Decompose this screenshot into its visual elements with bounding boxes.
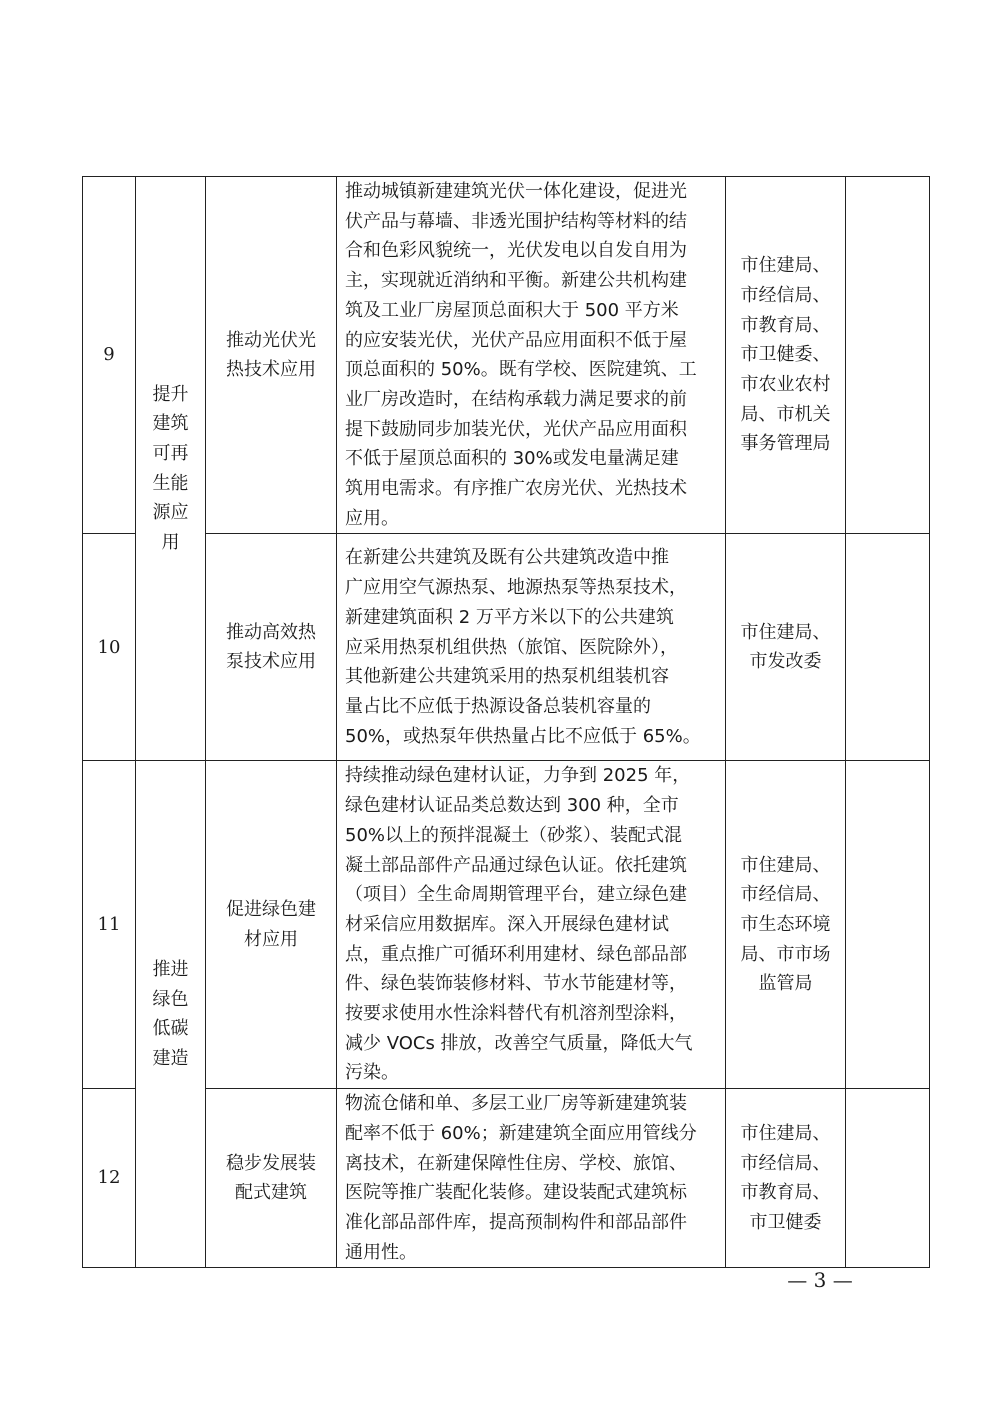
content-line: 按要求使用水性涂料替代有机溶剂型涂料， bbox=[345, 1003, 687, 1025]
dept-line: 市住建局、 bbox=[740, 255, 831, 277]
table-row bbox=[83, 761, 930, 1089]
content-line: 凝土部品部件产品通过绿色认证。依托建筑 bbox=[345, 854, 687, 876]
table-row bbox=[83, 534, 930, 761]
dept-line: 市生态环境 bbox=[740, 913, 831, 935]
category-text: 可再 bbox=[152, 443, 189, 465]
content-line: 污染。 bbox=[345, 1062, 399, 1084]
content-line: 在新建公共建筑及既有公共建筑改造中推 bbox=[345, 547, 669, 569]
category-cell bbox=[136, 761, 206, 1268]
dept-line: 市教育局、 bbox=[740, 1182, 831, 1204]
table-row bbox=[83, 177, 930, 534]
category-text: 建造 bbox=[152, 1048, 189, 1070]
table-row bbox=[83, 1089, 930, 1268]
tasks-table bbox=[82, 176, 930, 1268]
row-number: 10 bbox=[83, 534, 136, 761]
task-text: 推动光伏光 bbox=[226, 329, 316, 351]
content-line: 主，实现就近消纳和平衡。新建公共机构建 bbox=[345, 270, 687, 292]
category-text: 推进 bbox=[152, 959, 189, 980]
task-name bbox=[206, 761, 337, 1089]
dept-line: 市教育局、 bbox=[740, 314, 831, 336]
content-line: 提下鼓励同步加装光伏，光伏产品应用面积 bbox=[345, 418, 687, 440]
task-content bbox=[337, 1089, 726, 1268]
content-line: 不低于屋顶总面积的 30%或发电量满足建 bbox=[345, 448, 679, 470]
notes-cell bbox=[846, 761, 930, 1089]
content-line: 配率不低于 60%；新建建筑全面应用管线分 bbox=[345, 1122, 697, 1144]
dept-line: 市农业农村 bbox=[740, 374, 831, 396]
content-line: 新建建筑面积 2 万平方米以下的公共建筑 bbox=[345, 606, 674, 628]
dept-line: 市卫健委、 bbox=[740, 344, 831, 366]
task-content bbox=[337, 177, 726, 534]
content-line: 医院等推广装配化装修。建设装配式建筑标 bbox=[345, 1182, 687, 1204]
task-text: 稳步发展装 bbox=[226, 1152, 316, 1174]
content-line: 50%以上的预拌混凝土（砂浆）、装配式混 bbox=[345, 824, 683, 846]
content-line: 筑用电需求。有序推广农房光伏、光热技术 bbox=[345, 478, 687, 500]
content-line: 伏产品与幕墙、非透光围护结构等材料的结 bbox=[345, 210, 687, 232]
content-line: 材采信应用数据库。深入开展绿色建材试 bbox=[345, 913, 669, 935]
row-number: 11 bbox=[83, 761, 136, 1089]
category-cell bbox=[136, 177, 206, 761]
category-text: 建筑 bbox=[152, 413, 189, 435]
responsible-departments bbox=[726, 534, 846, 761]
row-number: 12 bbox=[83, 1089, 136, 1268]
category-text: 生能 bbox=[152, 472, 189, 494]
content-line: 合和色彩风貌统一，光伏发电以自发自用为 bbox=[345, 240, 687, 262]
dept-line: 局、市机关 bbox=[740, 403, 831, 425]
content-line: 通用性。 bbox=[345, 1241, 417, 1263]
task-text: 推动高效热 bbox=[226, 621, 316, 643]
responsible-departments bbox=[726, 1089, 846, 1268]
content-line: 广应用空气源热泵、地源热泵等热泵技术， bbox=[345, 577, 687, 599]
notes-cell bbox=[846, 177, 930, 534]
dept-line: 市发改委 bbox=[749, 651, 822, 673]
content-line: 准化部品部件库，提高预制构件和部品部件 bbox=[345, 1211, 687, 1233]
content-line: 点，重点推广可循环利用建材、绿色部品部 bbox=[345, 943, 687, 965]
content-line: 减少 VOCs 排放，改善空气质量，降低大气 bbox=[345, 1032, 693, 1054]
task-content bbox=[337, 761, 726, 1089]
task-name bbox=[206, 534, 337, 761]
task-text: 促进绿色建 bbox=[226, 899, 316, 921]
content-line: 筑及工业厂房屋顶总面积大于 500 平方米 bbox=[345, 299, 679, 321]
content-line: 其他新建公共建筑采用的热泵机组装机容 bbox=[345, 666, 669, 688]
content-line: 应用。 bbox=[345, 507, 399, 529]
content-line: 顶总面积的 50%。既有学校、医院建筑、工 bbox=[345, 359, 697, 381]
content-line: 应采用热泵机组供热（旅馆、医院除外）， bbox=[345, 636, 678, 658]
notes-cell bbox=[846, 534, 930, 761]
category-text: 用 bbox=[161, 532, 180, 554]
task-text: 热技术应用 bbox=[226, 359, 316, 381]
dept-line: 局、市市场 bbox=[740, 943, 831, 965]
task-name bbox=[206, 1089, 337, 1268]
notes-cell bbox=[846, 1089, 930, 1268]
content-line: 的应安装光伏，光伏产品应用面积不低于屋 bbox=[345, 329, 687, 351]
dept-line: 市经信局、 bbox=[740, 284, 831, 306]
task-text: 配式建筑 bbox=[235, 1182, 307, 1204]
task-text: 泵技术应用 bbox=[226, 651, 316, 673]
content-line: （项目）全生命周期管理平台，建立绿色建 bbox=[345, 884, 687, 906]
content-line: 50%，或热泵年供热量占比不应低于 65%。 bbox=[345, 725, 701, 747]
dept-line: 市经信局、 bbox=[740, 884, 831, 906]
content-line: 物流仓储和单、多层工业厂房等新建建筑装 bbox=[345, 1093, 687, 1115]
content-line: 绿色建材认证品类总数达到 300 种，全市 bbox=[345, 795, 679, 817]
task-name bbox=[206, 177, 337, 534]
dept-line: 市经信局、 bbox=[740, 1152, 831, 1174]
responsible-departments bbox=[726, 761, 846, 1089]
dept-line: 监管局 bbox=[758, 973, 813, 995]
page-number: — 3 — bbox=[787, 1268, 853, 1292]
category-text: 绿色 bbox=[152, 988, 189, 1010]
category-text: 源应 bbox=[152, 502, 189, 524]
dept-line: 市住建局、 bbox=[740, 854, 831, 876]
task-content bbox=[337, 534, 726, 761]
row-number: 9 bbox=[83, 177, 136, 534]
task-text: 材应用 bbox=[244, 928, 298, 950]
content-line: 业厂房改造时，在结构承载力满足要求的前 bbox=[345, 388, 687, 410]
dept-line: 市住建局、 bbox=[740, 1122, 831, 1144]
content-line: 离技术，在新建保障性住房、学校、旅馆、 bbox=[345, 1152, 687, 1174]
content-line: 量占比不应低于热源设备总装机容量的 bbox=[345, 695, 651, 717]
content-line: 持续推动绿色建材认证，力争到 2025 年， bbox=[345, 765, 691, 787]
dept-line: 事务管理局 bbox=[740, 433, 831, 455]
dept-line: 市住建局、 bbox=[740, 621, 831, 643]
dept-line: 市卫健委 bbox=[749, 1211, 822, 1233]
content-line: 推动城镇新建建筑光伏一体化建设，促进光 bbox=[345, 181, 687, 202]
category-text: 提升 bbox=[152, 383, 189, 405]
responsible-departments bbox=[726, 177, 846, 534]
category-text: 低碳 bbox=[152, 1018, 189, 1040]
content-line: 件、绿色装饰装修材料、节水节能建材等， bbox=[345, 973, 687, 995]
